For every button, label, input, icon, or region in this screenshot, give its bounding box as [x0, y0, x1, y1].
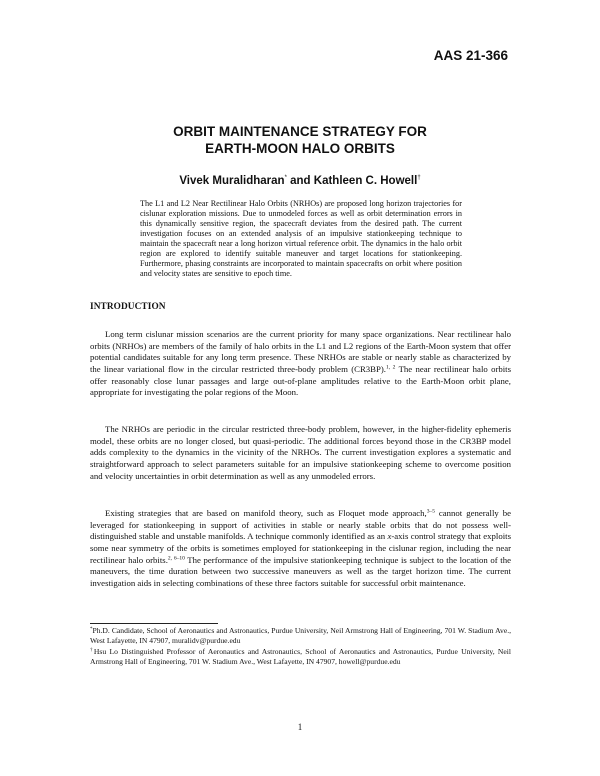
paragraph-text: The performance of the impulsive stationkeeping technique is subject to the location of the maneuvers, the time duration between two successive maneuvers as well as the target horizon time. The current investigation aids in selecting combinations of these three factors suitable for successful orbit maintenance.: [90, 554, 511, 588]
citation: 2, 6–10: [167, 555, 185, 562]
paragraph-text: cannot generally be leveraged for stationkeeping in support of activities in stable or nearly stable orbits that do not possess well-distinguished stable and unstable manifolds. A technique commonly identified as an: [90, 508, 511, 542]
paragraph-text: The near rectilinear halo orbits offer reasonably close lunar passages and large out-of-plane amplitudes relative to the Earth-Moon orbit plane, appropriate for investigating the polar regions of the Moon.: [90, 363, 512, 398]
author-2: Kathleen C. Howell: [313, 175, 418, 187]
author-2-footnote-mark: †: [417, 175, 421, 181]
paragraph-text: Existing strategies that are based on manifold theory, such as Floquet mode approach,: [105, 508, 427, 518]
title-line-2: EARTH-MOON HALO ORBITS: [205, 141, 395, 156]
title-line-1: ORBIT MAINTENANCE STRATEGY FOR: [173, 124, 427, 139]
introduction-paragraph-2: The NRHOs are periodic in the circular restricted three-body problem, however, in the higher-fidelity ephemeris model, these orbits are no longer closed, but quasi-periodic. The additional forces beyond those in the CR3BP model adds complexity to the dynamics in the vicinity of the NRHOs. The current investigation explores a systematic and straightforward approach to select parameters suitable for an impulsive stationkeeping scheme to overcome position and velocity uncertainties in orbit determination as well as any unmodeled errors.: [90, 424, 511, 481]
paper-number: AAS 21-366: [433, 48, 508, 63]
author-1-footnote-mark: *: [284, 175, 287, 181]
footnote-mark: *: [90, 627, 93, 632]
footnote-author-2: [90, 647, 511, 667]
introduction-paragraph-1: [90, 329, 511, 399]
author-conjunction: and: [290, 175, 311, 187]
page-number: 1: [297, 722, 303, 732]
abstract: The L1 and L2 Near Rectilinear Halo Orbits (NRHOs) are proposed long horizon trajectories for cislunar exploration missions. Due to unmodeled forces as well as orbit determination errors in this dynamically sensitive region, the spacecraft deviates from the desired path. The current investigation focuses on an extended analysis of an impulsive stationkeeping technique to maintain the spacecraft near a long horizon virtual reference orbit. The dynamics in the halo orbit region are explored to identify suitable maneuver and target locations for stationkeeping. Furthermore, phasing constraints are incorporated to maintain spacecrafts on orbit where position and velocity states are sensitive to epoch time.: [140, 199, 462, 279]
paper-title: [0, 123, 600, 157]
citation: 3–5: [426, 508, 435, 515]
citation: 1, 2: [385, 364, 396, 371]
section-heading-introduction: INTRODUCTION: [90, 302, 166, 312]
footnote-text: Ph.D. Candidate, School of Aeronautics and Astronautics, Purdue University, Neil Armstrong Hall of Engineering, 701 W. Stadium Ave., West Lafayette, IN 47907, muralidv@purdue.edu: [90, 626, 511, 646]
author-line: [0, 175, 600, 187]
footnote-text: Hsu Lo Distinguished Professor of Aeronautics and Astronautics, School of Aeronautics and Astronautics, Purdue University, Neil Armstrong Hall of Engineering, 701 W. Stadium Ave., West Lafayette, IN 47907, howell@purdue.edu: [90, 647, 511, 667]
paragraph-text: -axis control strategy that exploits some near symmetry of the orbits is sometimes employed for stationkeeping in the cislunar region, including the near rectilinear halo orbits.: [90, 531, 511, 565]
introduction-paragraph-3: [90, 508, 511, 590]
paragraph-text: Long term cislunar mission scenarios are the current priority for many space organizations. Near rectilinear halo orbits (NRHOs) are members of the family of halo orbits in the L1 and L2 regions of the Earth-Moon system that offer potential candidates suitable for any long term presence. These NRHOs are stable or nearly stable as characterized by the linear variational flow in the circular restricted three-body problem (CR3BP).: [90, 329, 511, 374]
footnote-author-1: [90, 626, 511, 646]
author-1: Vivek Muralidharan: [179, 175, 285, 187]
footnote-divider: [90, 623, 218, 624]
footnote-mark: †: [90, 648, 94, 653]
math-variable-x: x: [387, 531, 392, 542]
